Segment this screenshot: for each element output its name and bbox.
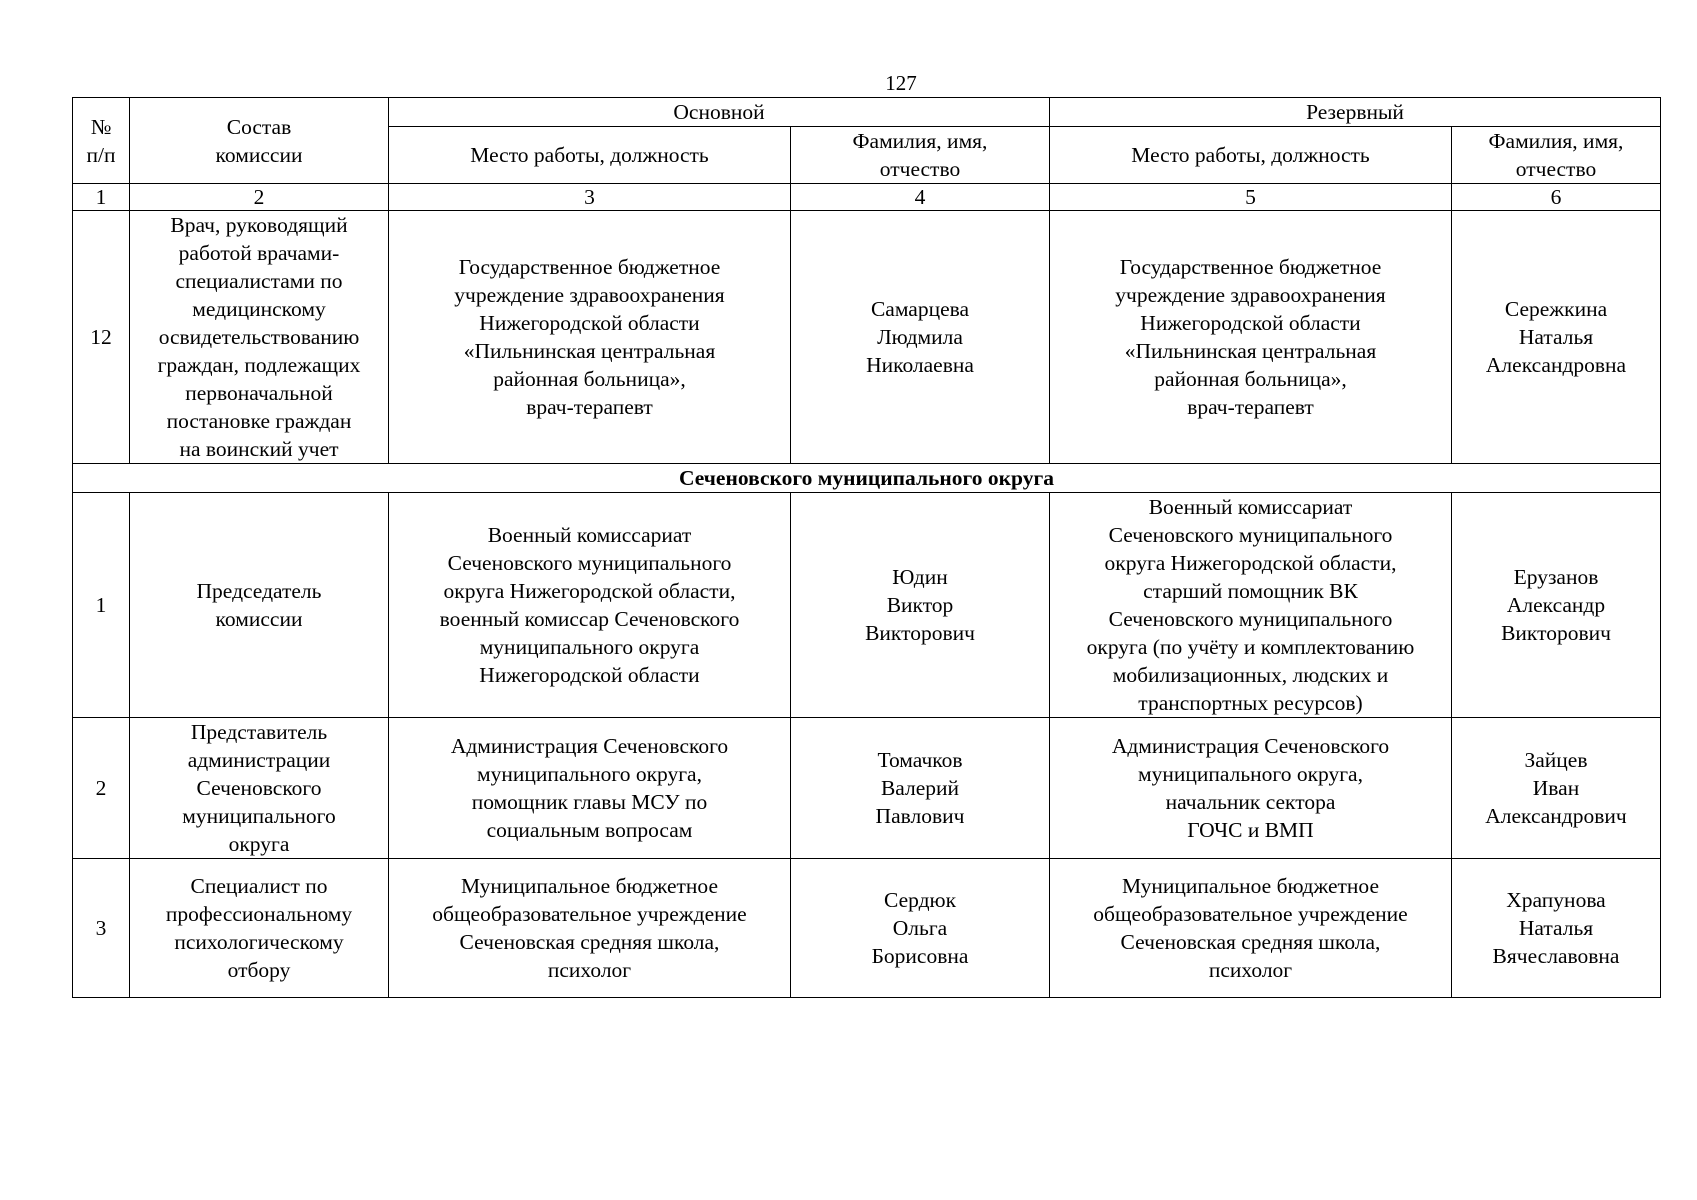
reserve-fio: Зайцев Иван Александрович <box>1452 718 1661 859</box>
section-row <box>73 464 1661 493</box>
reserve-fio: Ерузанов Александр Викторович <box>1452 493 1661 718</box>
main-fio: Томачков Валерий Павлович <box>791 718 1050 859</box>
column-number: 6 <box>1452 184 1661 211</box>
reserve-workplace: Государственное бюджетное учреждение здравоохранения Нижегородской области «Пильнинская центральная районная больница», врач-терапевт <box>1050 211 1452 464</box>
column-number: 1 <box>73 184 130 211</box>
column-number: 4 <box>791 184 1050 211</box>
row-number: 3 <box>73 859 130 998</box>
row-number: 12 <box>73 211 130 464</box>
main-fio: Сердюк Ольга Борисовна <box>791 859 1050 998</box>
column-number: 2 <box>130 184 389 211</box>
column-numbers-row <box>73 184 1661 211</box>
main-workplace: Государственное бюджетное учреждение здравоохранения Нижегородской области «Пильнинская центральная районная больница», врач-терапевт <box>389 211 791 464</box>
header-row-1 <box>73 98 1661 127</box>
header-composition: Состав комиссии <box>130 98 389 184</box>
header-reserve: Резервный <box>1050 98 1661 127</box>
table-row <box>73 718 1661 859</box>
reserve-fio: Храпунова Наталья Вячеславовна <box>1452 859 1661 998</box>
main-workplace: Администрация Сеченовского муниципального округа, помощник главы МСУ по социальным вопросам <box>389 718 791 859</box>
reserve-workplace: Администрация Сеченовского муниципального округа, начальник сектора ГОЧС и ВМП <box>1050 718 1452 859</box>
header-reserve-fio: Фамилия, имя, отчество <box>1452 127 1661 184</box>
column-number: 3 <box>389 184 791 211</box>
commission-role: Специалист по профессиональному психологическому отбору <box>130 859 389 998</box>
reserve-fio: Сережкина Наталья Александровна <box>1452 211 1661 464</box>
commission-role: Представитель администрации Сеченовского муниципального округа <box>130 718 389 859</box>
main-fio: Самарцева Людмила Николаевна <box>791 211 1050 464</box>
header-reserve-workplace: Место работы, должность <box>1050 127 1452 184</box>
column-number: 5 <box>1050 184 1452 211</box>
commission-table <box>72 97 1661 998</box>
table-row <box>73 211 1661 464</box>
row-number: 1 <box>73 493 130 718</box>
table-row <box>73 859 1661 998</box>
reserve-workplace: Муниципальное бюджетное общеобразовательное учреждение Сеченовская средняя школа, психолог <box>1050 859 1452 998</box>
commission-role: Председатель комиссии <box>130 493 389 718</box>
header-main: Основной <box>389 98 1050 127</box>
main-workplace: Муниципальное бюджетное общеобразовательное учреждение Сеченовская средняя школа, психолог <box>389 859 791 998</box>
commission-role: Врач, руководящий работой врачами- специалистами по медицинскому освидетельствованию граждан, подлежащих первоначальной постановке граждан на воинский учет <box>130 211 389 464</box>
header-num: № п/п <box>73 98 130 184</box>
page-number: 127 <box>885 71 917 95</box>
header-main-fio: Фамилия, имя, отчество <box>791 127 1050 184</box>
main-workplace: Военный комиссариат Сеченовского муниципального округа Нижегородской области, военный комиссар Сеченовского муниципального округа Нижегородской области <box>389 493 791 718</box>
reserve-workplace: Военный комиссариат Сеченовского муниципального округа Нижегородской области, старший помощник ВК Сеченовского муниципального округа (по учёту и комплектованию мобилизационных, людских и транспортных ресурсов) <box>1050 493 1452 718</box>
row-number: 2 <box>73 718 130 859</box>
main-fio: Юдин Виктор Викторович <box>791 493 1050 718</box>
table-row <box>73 493 1661 718</box>
section-title: Сеченовского муниципального округа <box>73 464 1661 493</box>
header-main-workplace: Место работы, должность <box>389 127 791 184</box>
